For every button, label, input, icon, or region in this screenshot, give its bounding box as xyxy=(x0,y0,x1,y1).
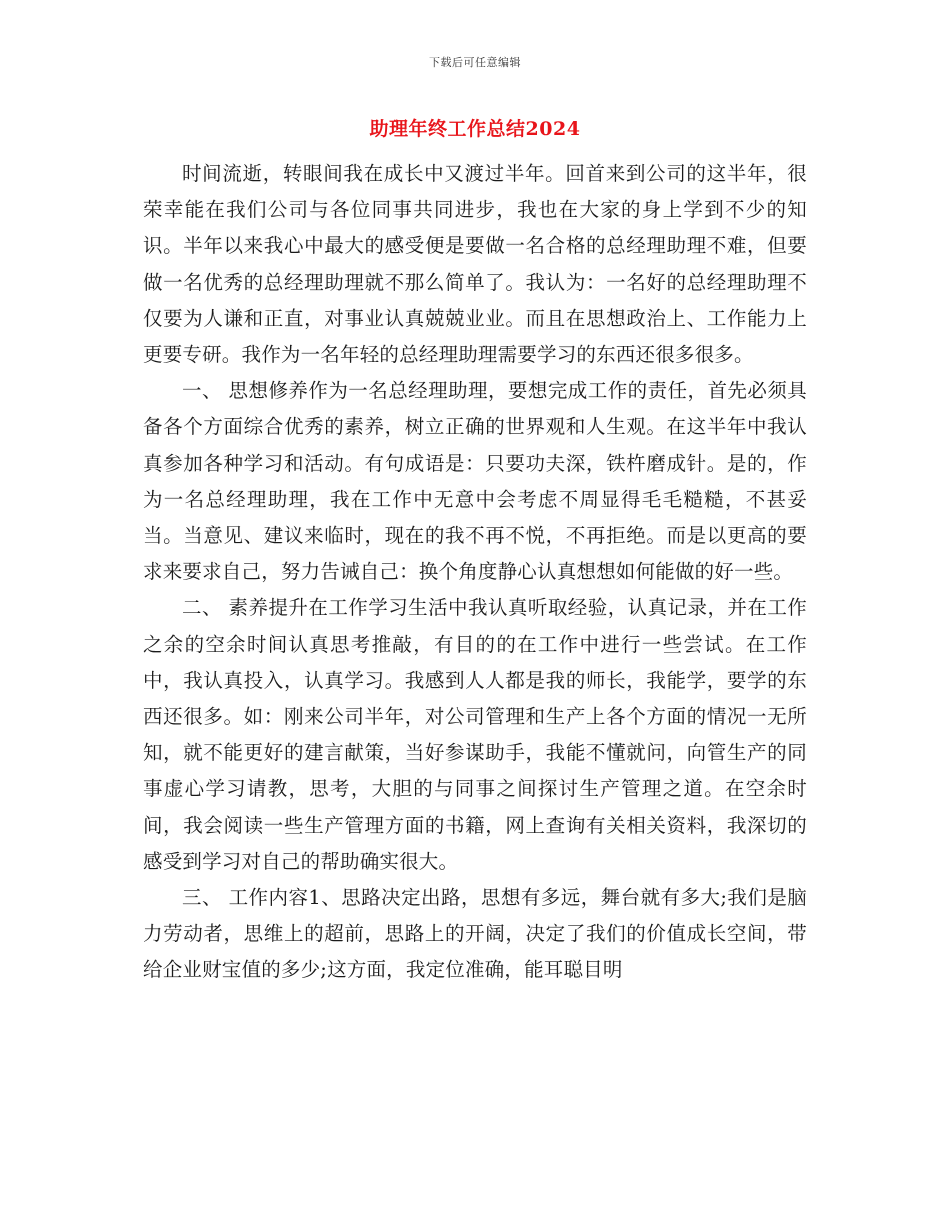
paragraph-intro: 时间流逝，转眼间我在成长中又渡过半年。回首来到公司的这半年，很荣幸能在我们公司与各位同事共同进步，我也在大家的身上学到不少的知识。半年以来我心中最大的感受便是要做一名合格的总经理助理不难，但要做一名优秀的总经理助理就不那么简单了。我认为：一名好的总经理助理不仅要为人谦和正直，对事业认真兢兢业业。而且在思想政治上、工作能力上更要专研。我作为一名年轻的总经理助理需要学习的东西还很多很多。 xyxy=(143,162,807,367)
paragraph-section-1: 一、 思想修养作为一名总经理助理，要想完成工作的责任，首先必须具备各个方面综合优秀的素养，树立正确的世界观和人生观。在这半年中我认真参加各种学习和活动。有句成语是：只要功夫深，铁杵磨成针。是的，作为一名总经理助理，我在工作中无意中会考虑不周显得毛毛糙糙，不甚妥当。当意见、建议来临时，现在的我不再不悦，不再拒绝。而是以更高的要求来要求自己，努力告诫自己：换个角度静心认真想想如何能做的好一些。 xyxy=(143,379,807,584)
document-title: 助理年终工作总结2024 xyxy=(369,118,581,140)
page-header-note: 下载后可任意编辑 xyxy=(429,56,521,69)
paragraph-section-3: 三、 工作内容1、思路决定出路，思想有多远，舞台就有多大;我们是脑力劳动者，思维上的超前，思路上的开阔，决定了我们的价值成长空间，带给企业财宝值的多少;这方面，我定位准确，能耳聪目明 xyxy=(143,886,807,982)
paragraph-section-2: 二、 素养提升在工作学习生活中我认真听取经验，认真记录，并在工作之余的空余时间认真思考推敲，有目的的在工作中进行一些尝试。在工作中，我认真投入，认真学习。我感到人人都是我的师长，我能学，要学的东西还很多。如：刚来公司半年，对公司管理和生产上各个方面的情况一无所知，就不能更好的建言献策，当好参谋助手，我能不懂就问，向管生产的同事虚心学习请教，思考，大胆的与同事之间探讨生产管理之道。在空余时间，我会阅读一些生产管理方面的书籍，网上查询有关相关资料，我深切的感受到学习对自己的帮助确实很大。 xyxy=(143,596,807,873)
document-body xyxy=(143,156,807,989)
